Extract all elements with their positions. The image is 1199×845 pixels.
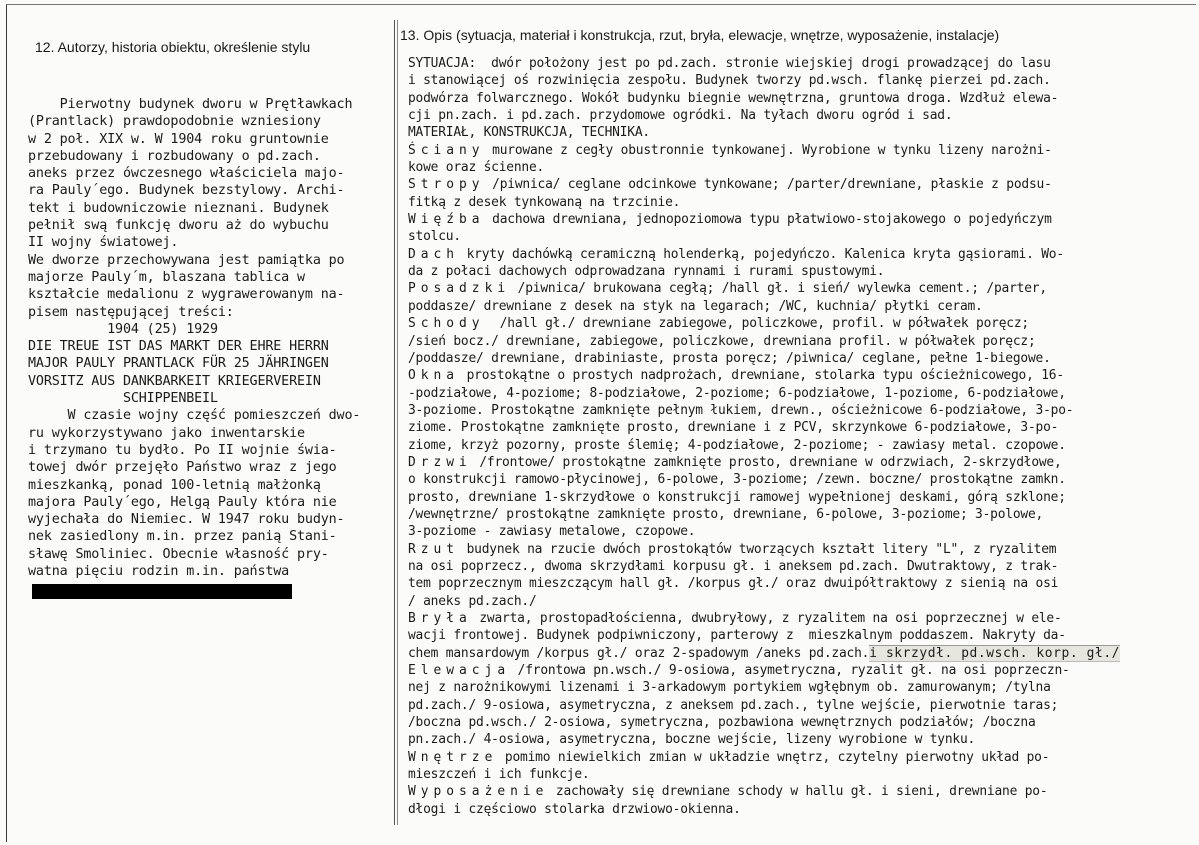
description-text: budynek na rzucie dwóch prostokątów tworzących kształt litery "L", z ryzalitem (459, 541, 1057, 557)
description-text: murowane z cegły obustronnie tynkowanej. Wyrobione w tynku lizeny narożni- (484, 142, 1052, 158)
description-text: da z połaci dachowych odprowadzana rynnami i rurami spustowymi. (408, 264, 885, 280)
section-keyword: Wnętrze (408, 749, 498, 765)
history-line: towej dwór przejęło Państwo wraz z jego (28, 460, 337, 476)
description-text: dłogi i częściowo stolarka drzwiowo-okienna. (408, 801, 741, 817)
description-line (408, 142, 1193, 159)
history-line: majorze Pauly´m, blaszana tablica w (28, 269, 305, 285)
description-text: ziome. Prostokątne zamknięte prosto, drewniane i z PCV, skrzynkowe 6-podziałowe, 3-po- (408, 420, 1059, 436)
history-line: 1904 (25) 1929 (28, 321, 218, 337)
description-text: dachowa drewniana, jednopoziomowa typu płatwiowo-stojakowego o pojedyńczym (484, 212, 1052, 228)
description-line (408, 90, 1193, 107)
description-text: cji pn.zach. i pd.zach. przydomowe ogródki. Na tyłach dworu ogród i sad. (408, 108, 953, 124)
description-line (408, 610, 1193, 627)
description-text: na osi poprzecz., dwoma skrzydłami korpusu gł. i aneksem pd.zach. Dwutraktowy, z trak- (408, 558, 1059, 574)
description-line (408, 558, 1193, 575)
description-line (408, 194, 1193, 211)
description-text: SYTUACJA: dwór położony jest po pd.zach. stronie wiejskiej drogi prowadzącej do lasu (408, 56, 1051, 71)
description-line (408, 402, 1193, 419)
section-keyword: Ściany (408, 142, 485, 158)
history-line: Pierwotny budynek dworu w Prętławkach (28, 97, 353, 112)
description-text: / aneks pd.zach./ (408, 593, 537, 609)
section-keyword: Okna (408, 368, 460, 384)
history-line: aneks przez ówczesnego właściciela majo- (28, 166, 345, 182)
history-line: sławę Smoliniec. Obecnie własność pry- (28, 546, 329, 562)
description-line (408, 419, 1193, 436)
history-line: wyjechała do Niemiec. W 1947 roku budyn- (28, 512, 345, 528)
section-keyword: Stropy (408, 177, 485, 193)
description-line (408, 228, 1193, 245)
description-text: /piwnica/ brukowana cegłą; /hall gł. i sień/ wylewka cement.; /parter, (510, 281, 1047, 297)
description-line (408, 679, 1193, 696)
description-line (408, 506, 1193, 523)
section-keyword: Drzwi (408, 454, 472, 470)
description-text: zachowały się drewniane schody w hallu gł. i sieni, drewniane po- (548, 784, 1048, 800)
description-line (408, 593, 1193, 610)
history-line: We dworze przechowywana jest pamiątka po (28, 252, 345, 268)
description-text: poddasze/ drewniane z desek na styk na legarach; /WC, kuchnia/ płytki ceram. (408, 298, 983, 314)
description-text: mieszczeń i ich funkcje. (408, 767, 590, 783)
description-text: MATERIAŁ, KONSTRUKCJA, TECHNIKA. (408, 125, 650, 141)
description-line (408, 72, 1193, 89)
history-line: VORSITZ AUS DANKBARKEIT KRIEGERVEREIN (28, 373, 321, 389)
section-keyword: Schody (408, 316, 485, 332)
description-text: /boczna pd.wsch./ 2-osiowa, symetryczna, pozbawiona wewnętrznych podziałów; /boczna (408, 715, 1036, 731)
description-text: stolcu. (408, 229, 461, 245)
column-divider-shadow (397, 20, 398, 825)
description-text: zwarta, prostopadłościenna, dwubryłowy, z ryzalitem na osi poprzecznej w ele- (471, 611, 1062, 626)
description-line (408, 766, 1193, 783)
pasted-correction: i skrzydł. pd.wsch. korp. gł./ (869, 645, 1121, 661)
section-keyword: Dach (408, 246, 460, 262)
description-line (408, 541, 1193, 558)
section-keyword: Posadzki (408, 281, 511, 297)
history-line: ru wykorzystywano jako inwentarskie (28, 425, 305, 441)
description-line (408, 731, 1193, 748)
description-text: wacji frontowej. Budynek podpiwniczony, parterowy z mieszkalnym poddaszem. Nakryty da- (408, 628, 1066, 644)
description-text: kowe oraz ścienne. (408, 160, 545, 176)
description-line (408, 627, 1193, 644)
section-keyword: Wyposażenie (408, 784, 549, 800)
description-line (408, 714, 1193, 731)
history-line: pisem następującej treści: (28, 304, 234, 320)
section-keyword: Bryła (408, 611, 472, 626)
description-text: /sień bocz./ drewniane, zabiegowe, policzkowe, drewniana profil. w półwałek poręcz; (408, 333, 1036, 349)
description-text: tem poprzecznym mieszczącym hall gł. /korpus gł./ oraz dwuipółtraktowy z sienią na osi (408, 576, 1059, 592)
description-line (408, 697, 1193, 714)
description-line (408, 367, 1193, 384)
description-text: /frontowa pn.wsch./ 9-osiowa, asymetryczna, ryzalit gł. na osi poprzeczn- (510, 663, 1070, 679)
description-text: /frontowe/ prostokątne zamknięte prosto, drewniane w odrzwiach, 2-skrzydłowe, (471, 454, 1062, 470)
description-text: prostokątne o prostych nadprożach, drewniane, stolarka typu ościeżnicowego, 16- (459, 368, 1064, 384)
history-line: pełnił swą funkcję dworu aż do wybuchu (28, 218, 329, 234)
description-line (408, 662, 1193, 679)
section-12-heading: 12. Autorzy, historia obiektu, określenie stylu (35, 39, 311, 55)
description-line (408, 645, 1193, 662)
description-line (408, 575, 1193, 592)
history-line: w 2 poł. XIX w. W 1904 roku gruntownie (28, 131, 329, 147)
description-line (408, 176, 1193, 193)
history-line: (Prantlack) prawdopodobnie wzniesiony (28, 114, 321, 130)
history-text-column (28, 96, 390, 580)
description-line (408, 107, 1193, 124)
history-line: II wojny światowej. (28, 235, 179, 251)
history-line: ra Pauly´ego. Budynek bezstylowy. Archi- (28, 183, 345, 199)
history-line: watna pięciu rodzin m.in. państwa (28, 564, 290, 580)
description-text: /hall gł./ drewniane zabiegowe, policzkowe, profil. w półwałek poręcz; (484, 316, 1029, 332)
description-text: chem mansardowym /korpus gł./ oraz 2-spadowym /aneks pd.zach. (408, 645, 870, 661)
description-line (408, 298, 1193, 315)
history-line: kształcie medalionu z wygrawerowanym na- (28, 287, 345, 303)
redaction-bar (32, 584, 292, 599)
description-text: 3-poziome. Prostokątne zamknięte pełnym łukiem, drewn., ościeżnicowe 6-podziałowe, 3-po- (408, 402, 1074, 418)
description-line (408, 437, 1193, 454)
description-line (408, 55, 1193, 72)
history-line: mieszkanką, ponad 100-letnią małżonką (28, 477, 321, 493)
description-text: nej z narożnikowymi lizenami i 3-arkadowym portykiem wgłębnym ob. zamurowanym; /tylna (408, 680, 1051, 696)
description-line (408, 280, 1193, 297)
history-line: i trzymano tu bydło. Po II wojnie świa- (28, 442, 337, 458)
description-line (408, 263, 1193, 280)
description-text: /poddasze/ drewniane, drabiniaste, prosta poręcz; /piwnica/ ceglane, pełne 1-biegowe. (408, 350, 1051, 366)
section-keyword: Rzut (408, 541, 460, 557)
description-text: /piwnica/ ceglane odcinkowe tynkowane; /parter/drewniane, płaskie z podsu- (484, 177, 1052, 193)
description-line (408, 159, 1193, 176)
description-line (408, 333, 1193, 350)
description-line (408, 749, 1193, 766)
description-text: podwórza folwarcznego. Wokół budynku biegnie wewnętrzna, gruntowa droga. Wzdłuż elewa- (408, 90, 1059, 106)
description-text: pn.zach./ 4-osiowa, asymetryczna, boczne wejście, lizeny wyrobione w tynku. (408, 732, 976, 748)
description-text: i stanowiącej oś rozwinięcia zespołu. Budynek tworzy pd.wsch. flankę pierzei pd.zach. (408, 73, 1051, 89)
description-text: pomimo niewielkich zmian w układzie wnętrz, czytelny pierwotny układ po- (497, 749, 1050, 765)
history-line: majora Pauly´ego, Helgą Pauly która nie (28, 494, 337, 510)
column-divider (394, 20, 395, 825)
history-line: MAJOR PAULY PRANTLACK FÜR 25 JÄHRINGEN (28, 356, 329, 372)
description-line (408, 211, 1193, 228)
description-line (408, 246, 1193, 263)
description-line (408, 523, 1193, 540)
history-line: nek zasiedlony m.in. przez panią Stani- (28, 529, 337, 545)
description-text-column (408, 55, 1193, 818)
history-line: tekt i budowniczowie nieznani. Budynek (28, 200, 329, 216)
description-text: fitką z desek tynkowaną na trzcinie. (408, 194, 681, 210)
description-text: /wewnętrzne/ prostokątne zamknięte prosto, drewniane, 6-polowe, 3-poziome; 3-polowe, (408, 506, 1044, 522)
description-line (408, 385, 1193, 402)
section-keyword: Elewacja (408, 663, 511, 679)
description-line (408, 801, 1193, 818)
section-keyword: Więźba (408, 212, 485, 228)
description-line (408, 124, 1193, 141)
section-13-heading: 13. Opis (sytuacja, materiał i konstrukcja, rzut, bryła, elewacje, wnętrze, wyposażenie, instalacje) (400, 27, 1000, 43)
description-text: -podziałowe, 4-poziome; 8-podziałowe, 2-poziome; 6-podziałowe, 1-poziome, 6-podziałowe, (408, 385, 1066, 401)
description-text: 3-poziome - zawiasy metalowe, czopowe. (408, 524, 696, 540)
description-text: kryty dachówką ceramiczną holenderką, pojedyńczo. Kalenica kryta gąsiorami. Wo- (459, 246, 1064, 262)
description-line (408, 350, 1193, 367)
description-line (408, 471, 1193, 488)
history-line: DIE TREUE IST DAS MARKT DER EHRE HERRN (28, 339, 329, 355)
description-text: ziome, krzyż pozorny, proste ślemię; 4-podziałowe, 2-poziome; - zawiasy metal. czopowe. (408, 437, 1066, 453)
description-text: pd.zach./ 9-osiowa, asymetryczna, z aneksem pd.zach., tylne wejście, pierwotnie taras; (408, 697, 1059, 713)
description-text: prosto, drewniane 1-skrzydłowe o konstrukcji ramowej wypełnionej deskami, górą szklone; (408, 489, 1066, 505)
description-text: o konstrukcji ramowo-płycinowej, 6-polowe, 3-poziome; /zewn. boczne/ prostokątne zamkn. (408, 472, 1066, 488)
description-line (408, 489, 1193, 506)
history-line: W czasie wojny część pomieszczeń dwo- (28, 408, 361, 424)
history-line: przebudowany i rozbudowany o pd.zach. (28, 148, 321, 164)
description-line (408, 783, 1193, 800)
description-line (408, 315, 1193, 332)
description-line (408, 454, 1193, 471)
history-line: SCHIPPENBEIL (28, 391, 218, 407)
